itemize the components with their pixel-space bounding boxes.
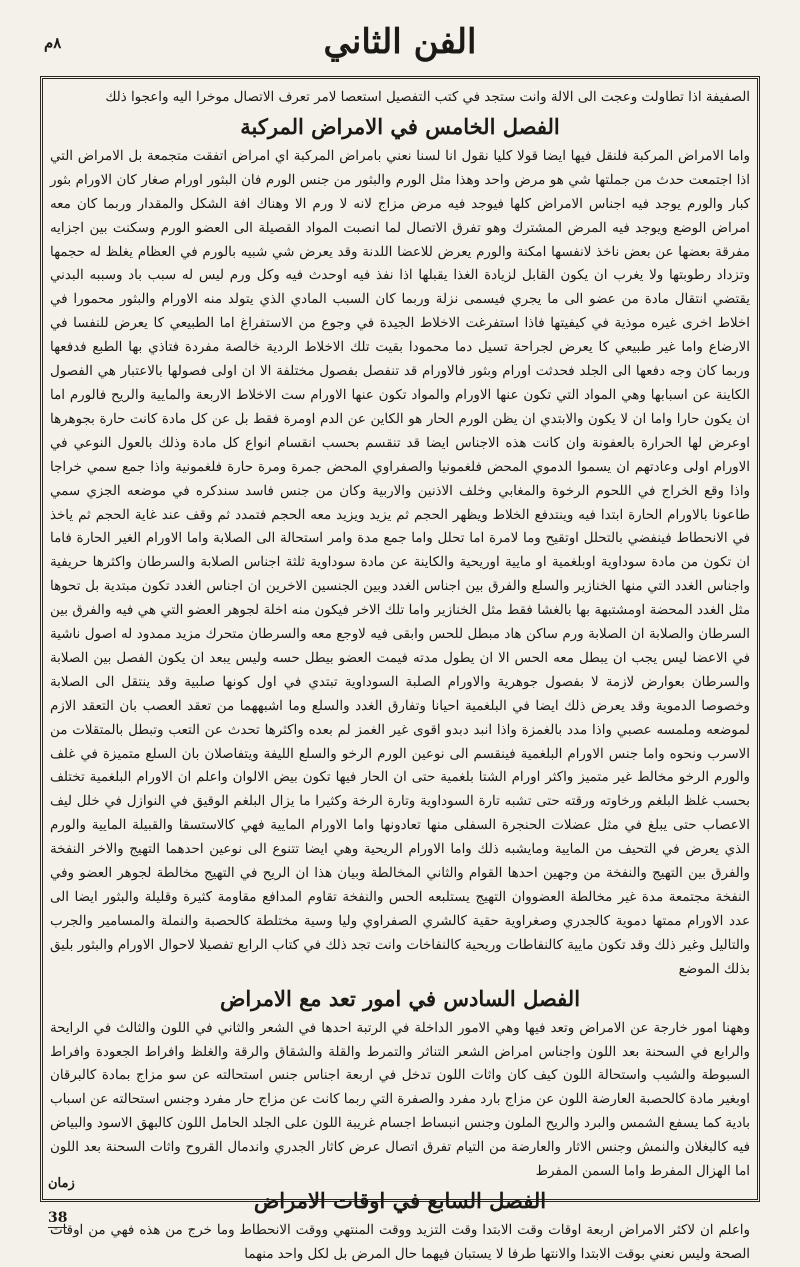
- chapter-heading-7: الفصل السابع في اوقات الامراض: [253, 1187, 547, 1213]
- paragraph-opening: الصفيفة اذا تطاولت وعجت الى الالة وانت ستجد في كتب التفصيل استعصا لامر تعرف الاتصال موخرا اليه واعجوا ذلك: [105, 90, 750, 105]
- catchword: زمان: [48, 1176, 75, 1191]
- chapter-heading-5: الفصل الخامس في الامراض المركبة: [240, 113, 560, 139]
- chapter-heading-6: الفصل السادس في امور تعد مع الامراض: [219, 985, 581, 1011]
- page-number-top: ٨م: [44, 34, 62, 52]
- paragraph-associated-matters: وههنا امور خارجة عن الامراض وتعد فيها وهي الامور الداخلة في الرتبة احدها في الشعر والثاني في اللون والثالث في الرايحة والرابع في السحنة بعد اللون واجناس امراض الشعر التناثر والتمرط والقلة والشقاق والرقة والغلظ وافراط الجعودة وافراط السبوطة والشيب واستحالة اللون كيف كان واثات اللون تدخل في اربعة اجناس جنس استحالته عن سو مزاج بمادة كالبرقان اوبغير مادة كالحصبة العارضة اللون عن مزاج بارد مفرد والصفرة التي ربما كانت عن مزاج حار مفرد وجنس استحالته عن اسباب بادية كما يسفع الشمس والبرد والريح الملون وجنس انبساط اجسام غريبة اللون على الجلد الحامل اللون كالبهق الاسود والبياض فيه كالبغلان والنمش وجنس الاثار والعارضة من التيام تفرق اتصال عرض كاثار الجدري واندمال القروح واثات السحنة بعد اللون اما الهزال المفرط واما السمن المفرط: [50, 1020, 750, 1180]
- paragraph-disease-stages: واعلم ان لاكثر الامراض اربعة اوقات وقت الابتدا وقت التزيد ووقت المنتهي ووقت الانحطاط وما خرج من هذه فهي من اوقات الصحة وليس نعني بوقت الابتدا والانتها طرفا لا يستبان فيهما حال المرض بل لكل واحد منهما: [50, 1222, 750, 1262]
- paragraph-compound-diseases: واما الامراض المركبة فلنقل فيها ايضا قولا كليا نقول انا لسنا نعني بامراض المركبة اي امراض اتفقت متجمعة بل الامراض التي اذا اجتمعت حدث من جملتها شي هو مرض واحد وهذا مثل الورم والبثور من جنس الورم فان البثور اورام صغار كان الاورام بثور كبار والورم يوجد فيه اجناس الامراض كلها فيوجد فيه مرض مزاج لانه لا ورم الا وهناك افة الشكل والمقدار وربما كان معه امراض الوضع ويوجد فيه المرض المشترك وهو تفرق الاتصال لما انصبت المواد القصيلة الى العضو الورم وسكنت بين اجزايه مفرقة بعضها عن بعض ناخذ لانفسها امكنة والورم يعرض للاعضا اللدنة وقد يعرض شي شبيه بالورم في العظام يغلظ له حجمها وتزداد رطوبتها ولا يغرب ان يكون القابل لزيادة الغذا يقبلها اذا نفذ فيه اوحدث فيه وكل ورم ليس له سبب باد وسببه البدني يقتضي انتقال مادة من عضو الى ما يجري فيسمى نزلة وربما كان السبب المادي الذي يتولد منه الاورام والبثور محمورا في اخلاط اخرى غيره موذية في كيفيتها فاذا استفرغت الاخلاط الجيدة في وجوع من الاستفراغ اما الطبيعي كا يعرض للنفسا في الارضاع واما غير طبيعي كا يعرض لجراحة تسيل دما محمودا بقيت تلك الاخلاط الردية خالصة مفردة فتاذي بها الطبع فدفعها وربما كان وجه دفعها الى الجلد فحدثت اورام وبثور فالاورام قد تنفصل بفصول مختلفة الا ان اولى فصولها بالاعتبار هي الفصول الكاينة عن اسبابها وهي المواد التي تكون عنها الاورام والمواد تكون عنها الاورام ست الاخلاط الاربعة والمايية والريح فالورم اما ان يكون حارا واما ان لا يكون والابتدي ان يظن الورم الحار هو الكاين عن الدم اومرة فقط بل عن كل مادة كانت حارة بجوهرها اوعرض لها الحرارة بالعفونة وان كانت هذه الاجناس ايضا قد تنقسم بحسب انقسام انواع كل مادة وذلك بالعول النوعي في الاورام اولى وعادتهم ان يسموا الدموي المحض فلغمونيا والصفراوي المحض جمرة ومرة حارة فلغمونية واذا جمع سمي خراجا واذا وقع الخراج في اللحوم الرخوة والمغابي وخلف الاذنين والاربية وكان من جنس فاسد سندكره في موضعه الجزي سمي طاعونا بالاورام الحارة ابتدا فيه وينتدفع الخلاط ويظهر الحجم ثم يزيد ويزيد معه الحجم فتمدد ثم وقف عند غاية الحجم ثم ياخذ في الانحطاط فينفضي بالتحلل اوتقيح وما لامرة اما تحلل واما جمع مدة وامر استحالة الى الصلابة واما الاورام الغير الحارة فاما ان تكون من مادة سوداوية اوبلغمية او مايية اوريحية والكاينة عن مادة سوداوية ثلثة اجناس الصلابة والسرطان واكثرها حريفية واجناس الغدد التي منها الخنازير والسلع والفرق بين اجناس الغدد وبين الجنسين الاخرين ان اجناس الغدد تكون مبتدية بل تحوها مثل الغدد المحضة اومشتبهة بها بالغشا فقط مثل الخنازير واما تلك الاخر فيكون منه اخلة لجوهر العضو التي هي فيه والفرق بين السرطان والصلابة ان الصلابة ورم ساكن هاد مبطل للحس وابقى فيه لاوجع معه والسرطان متحرك مزيد ممدود له اصول ناشية في الاعضا ليس يجب ان يبطل معه الحس الا ان يطول مدته فيمت العضو بيطل حسه وليس يبعد ان يكون الفصل بين الصلابة والسرطان بعوارض لازمة لا بفصول جوهرية والاورام الصلبة السوداوية تبتدي في اول كونها صلبية وقد ينتقل الى الصلابة وخصوصا الدموية وقد يعرض ذلك ايضا في البلغمية احيانا وتفارق الغدد والسلع وما اشبههما من تعقد العصب بان التعقد الازم لموضعه وملمسه عصبي واذا مدد بالغمزة واذا انبد دبدو اقوى غير الغمز لم بعده واكثرها تحدث عن التعب وتبطل بالمتقلات من الاسرب ونحوه واما جنس الاورام البلغمية فينقسم الى نوعين الورم الرخو والسلع الليفة ويتفاصلان بان السلع متميزة في غلف والورم الرخو مخالط غير متميز واكثر اورام الشتا بلغمية حتى ان الحار فيها تكون بيض الالوان واعلم ان الاورام البلغمية تختلف بحسب غلظ البلغم ورخاوته ورقته حتى تشبه تارة السوداوية وتارة الرخة وكثيرا ما يزال البلغم الوقيق في النوازل في خلل ليف الاعصاب حتى يبلغ في مثل عضلات الحنجرة السفلى منها تعادونها واما الاورام المايية فهي كالاستسقا والقبيلة المايية والورم الذي يعرض في التحيف من المايية ومايشبه ذلك واما الاورام الريحية وهي ايضا تتنوع الى نوعين احدهما التهيج والاخر النفخة والفرق بين التهيج والنفخة من وجهين احدها القوام والثاني المخالطة وبيان هذا ان الريح في التهيج مخالطة لجوهر العضو وفي النفخة مجتمعة مدة غير مخالطة العضووان التهيج يستلبعه الحس والنفخة تقاوم المدافع مقاومة كثيرة وقليلة والبثور ايضا الى عدد الاورام ممتها دموية كالجدري وصغراوية حقية كالشري الصفراوي وليا وسية مختلطة كالحصبة والنملة والمسامير والجرب والتاليل وغير ذلك وقد تكون مايية كالنفاطات وريحية كالنفاخات وانت تجد ذلك في كتاب الرابع تفصيلا لاحوال الاورام والبثور بليق بذلك الموضع: [50, 148, 750, 977]
- page-number-bottom: 38: [48, 1210, 68, 1226]
- running-title: الفن الثاني: [323, 22, 477, 62]
- running-head: [0, 18, 800, 68]
